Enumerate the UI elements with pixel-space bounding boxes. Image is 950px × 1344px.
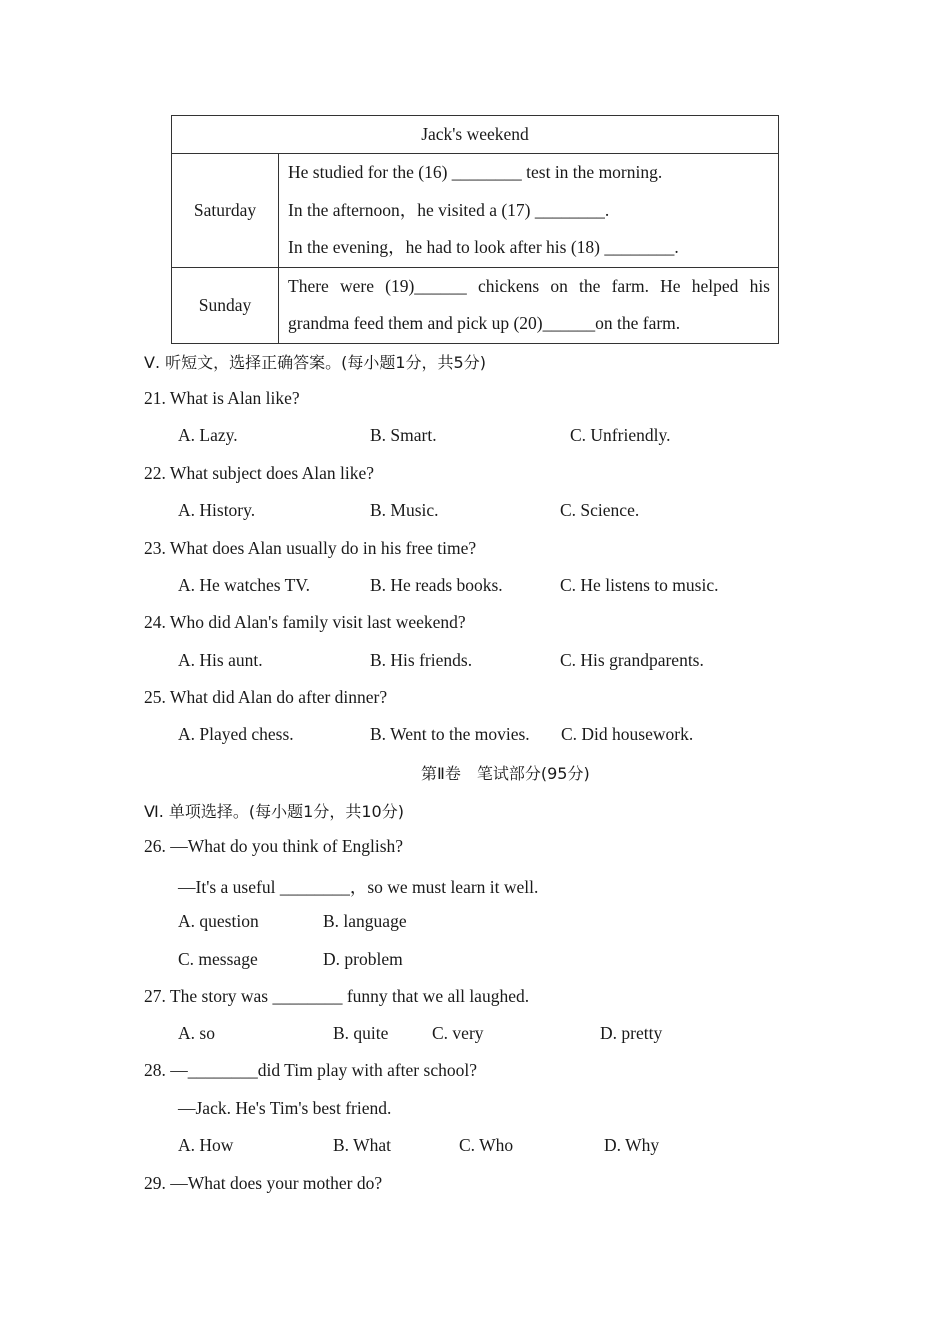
question-28-reply: —Jack. He's Tim's best friend.: [178, 1098, 392, 1118]
sunday-line-19: There were (19)______ chickens on the farm. He helped his: [288, 275, 770, 296]
q22-option-c: C. Science.: [560, 500, 640, 520]
q26-option-b: B. language: [323, 911, 407, 931]
q26-option-d: D. problem: [323, 949, 403, 969]
q27-option-c: C. very: [432, 1023, 484, 1043]
q21-option-c: C. Unfriendly.: [570, 425, 671, 445]
q21-option-b: B. Smart.: [370, 425, 437, 445]
q23-option-c: C. He listens to music.: [560, 575, 719, 595]
q25-option-a: A. Played chess.: [178, 724, 294, 744]
day-saturday: Saturday: [172, 154, 279, 268]
q25-option-b: B. Went to the movies.: [370, 724, 530, 744]
q25-option-c: C. Did housework.: [561, 724, 694, 744]
q21-option-a: A. Lazy.: [178, 425, 238, 445]
question-26-reply: —It's a useful ________，so we must learn it well.: [178, 877, 539, 897]
q27-option-a: A. so: [178, 1023, 215, 1043]
q27-option-b: B. quite: [333, 1023, 389, 1043]
q23-option-a: A. He watches TV.: [178, 575, 311, 595]
question-29: 29. —What does your mother do?: [144, 1173, 383, 1193]
section-6-heading: Ⅵ. 单项选择。(每小题1分，共10分): [144, 802, 404, 821]
sunday-activities: [279, 267, 779, 343]
q24-option-c: C. His grandparents.: [560, 650, 704, 670]
question-23: 23. What does Alan usually do in his free time?: [144, 538, 477, 558]
saturday-line-16: He studied for the (16) ________ test in the morning.: [288, 162, 663, 182]
q28-option-a: A. How: [178, 1135, 234, 1155]
q24-option-a: A. His aunt.: [178, 650, 263, 670]
question-27: 27. The story was ________ funny that we all laughed.: [144, 986, 530, 1006]
sunday-line-20: grandma feed them and pick up (20)______on the farm.: [288, 313, 681, 333]
saturday-activities: [279, 154, 779, 268]
q22-option-b: B. Music.: [370, 500, 439, 520]
day-sunday: Sunday: [172, 267, 279, 343]
q28-option-d: D. Why: [604, 1135, 660, 1155]
q28-option-b: B. What: [333, 1135, 392, 1155]
section-5-heading: Ⅴ. 听短文，选择正确答案。(每小题1分，共5分): [144, 353, 486, 372]
q28-option-c: C. Who: [459, 1135, 514, 1155]
question-25: 25. What did Alan do after dinner?: [144, 687, 388, 707]
q26-option-c: C. message: [178, 949, 258, 969]
question-21: 21. What is Alan like?: [144, 388, 300, 408]
question-22: 22. What subject does Alan like?: [144, 463, 375, 483]
saturday-line-17: In the afternoon，he visited a (17) ________.: [288, 199, 610, 220]
q22-option-a: A. History.: [178, 500, 256, 520]
q23-option-b: B. He reads books.: [370, 575, 503, 595]
saturday-line-18: In the evening，he had to look after his (18) ________.: [288, 237, 679, 257]
jacks-weekend-table: [171, 115, 779, 344]
q27-option-d: D. pretty: [600, 1023, 663, 1043]
question-26: 26. —What do you think of English?: [144, 836, 404, 856]
q24-option-b: B. His friends.: [370, 650, 473, 670]
question-28: 28. —________did Tim play with after school?: [144, 1060, 477, 1080]
q26-option-a: A. question: [178, 911, 259, 931]
question-24: 24. Who did Alan's family visit last weekend?: [144, 612, 466, 632]
part-2-title: 第Ⅱ卷 笔试部分(95分): [421, 764, 590, 783]
table-title: Jack's weekend: [172, 116, 779, 154]
